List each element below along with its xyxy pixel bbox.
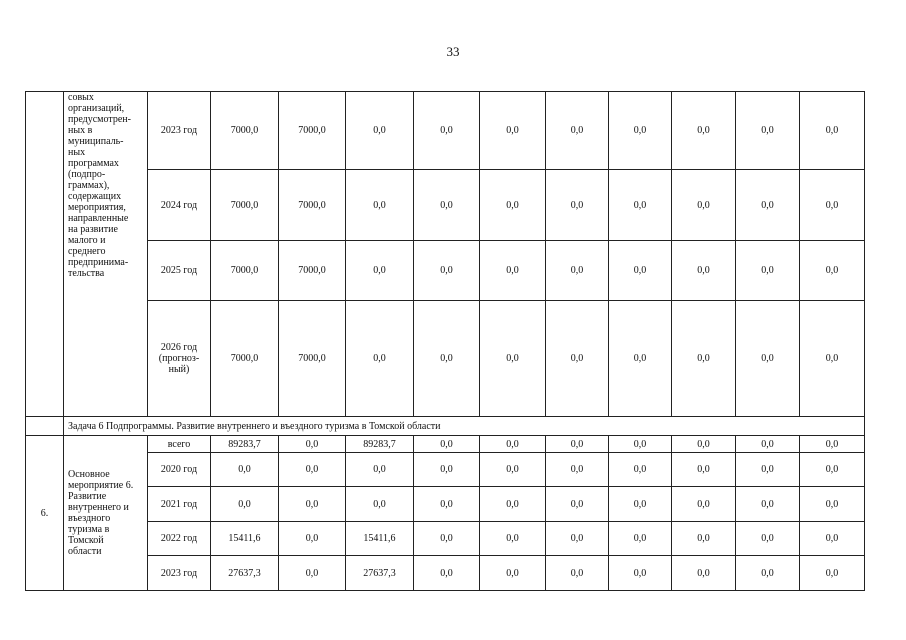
year-label: ный): [168, 364, 190, 375]
value-cell: 0,0: [211, 453, 279, 487]
value-cell: 0,0: [736, 436, 800, 453]
value-cell: 0,0: [480, 522, 546, 556]
measure-name-line: Основное: [68, 469, 110, 480]
value-cell: 0,0: [800, 522, 865, 556]
year-cell: [148, 522, 211, 556]
table-row: [26, 436, 865, 453]
value-cell: 0,0: [414, 241, 480, 301]
measure-name-line: ных: [68, 147, 86, 158]
value-cell: 7000,0: [279, 241, 346, 301]
value-cell: 0,0: [480, 487, 546, 522]
value-cell: 0,0: [546, 301, 609, 417]
year-cell: [148, 453, 211, 487]
value-cell: 0,0: [672, 487, 736, 522]
value-cell: 0,0: [346, 453, 414, 487]
value-cell: 0,0: [346, 301, 414, 417]
value-cell: 0,0: [609, 487, 672, 522]
value-cell: 0,0: [546, 241, 609, 301]
value-cell: 0,0: [800, 436, 865, 453]
value-cell: 7000,0: [211, 241, 279, 301]
value-cell: 0,0: [609, 170, 672, 241]
year-label: 2022 год: [160, 533, 198, 544]
year-cell: [148, 487, 211, 522]
value-cell: 0,0: [279, 453, 346, 487]
value-cell: 0,0: [546, 453, 609, 487]
value-cell: 0,0: [414, 522, 480, 556]
value-cell: 89283,7: [346, 436, 414, 453]
year-label: 2020 год: [160, 464, 198, 475]
value-cell: 0,0: [736, 301, 800, 417]
value-cell: 27637,3: [211, 556, 279, 591]
value-cell: 0,0: [736, 487, 800, 522]
value-cell: 0,0: [546, 556, 609, 591]
value-cell: 0,0: [414, 170, 480, 241]
year-label: 2023 год: [160, 567, 198, 579]
value-cell: 0,0: [414, 487, 480, 522]
value-cell: 7000,0: [279, 92, 346, 170]
value-cell: 0,0: [346, 487, 414, 522]
value-cell: 0,0: [279, 436, 346, 453]
value-cell: 0,0: [546, 170, 609, 241]
value-cell: 0,0: [414, 453, 480, 487]
year-cell: [148, 301, 211, 417]
value-cell: 0,0: [480, 92, 546, 170]
value-cell: 0,0: [414, 301, 480, 417]
value-cell: 15411,6: [346, 522, 414, 556]
value-cell: 0,0: [480, 170, 546, 241]
value-cell: 0,0: [546, 436, 609, 453]
measure-name-line: мероприятие 6.: [68, 480, 134, 491]
value-cell: 0,0: [546, 92, 609, 170]
value-cell: 0,0: [279, 487, 346, 522]
value-cell: 0,0: [609, 241, 672, 301]
value-cell: 89283,7: [211, 436, 279, 453]
measure-name-cell: [64, 92, 148, 417]
measure-number: 6.: [26, 436, 64, 591]
measure-name-line: внутреннего и: [68, 502, 129, 513]
value-cell: 0,0: [672, 522, 736, 556]
value-cell: 0,0: [609, 436, 672, 453]
measure-name-line: ных в: [68, 125, 93, 136]
year-cell: [148, 241, 211, 301]
measure-name-line: содержащих: [68, 191, 122, 202]
value-cell: 0,0: [672, 241, 736, 301]
value-cell: 0,0: [800, 301, 865, 417]
value-cell: 0,0: [480, 453, 546, 487]
value-cell: 0,0: [546, 487, 609, 522]
table-row: [26, 556, 865, 591]
number-cell: [26, 92, 64, 417]
value-cell: 0,0: [480, 241, 546, 301]
value-cell: 0,0: [672, 301, 736, 417]
measure-name-line: Томской: [68, 535, 104, 546]
measure-name-line: предусмотрен-: [68, 114, 131, 125]
value-cell: 0,0: [279, 522, 346, 556]
value-cell: 7000,0: [279, 301, 346, 417]
measure-name-line: среднего: [68, 246, 106, 257]
table-row: [26, 170, 865, 241]
value-cell: 7000,0: [211, 301, 279, 417]
year-label: 2024 год: [160, 199, 198, 211]
measure-name-line: программах: [68, 158, 119, 169]
value-cell: 0,0: [736, 241, 800, 301]
year-label: 2025 год: [160, 265, 198, 276]
measure-name-line: въездного: [68, 513, 111, 524]
value-cell: 15411,6: [211, 522, 279, 556]
year-label: (прогноз-: [158, 353, 200, 364]
measure-name-line: туризма в: [68, 524, 110, 535]
year-label: 2026 год: [160, 342, 198, 353]
measure-name-line: предпринима-: [68, 257, 129, 268]
value-cell: 7000,0: [211, 170, 279, 241]
task-row: [26, 417, 865, 436]
value-cell: 0,0: [609, 301, 672, 417]
value-cell: 0,0: [736, 556, 800, 591]
table-row: [26, 487, 865, 522]
value-cell: 0,0: [800, 241, 865, 301]
value-cell: 0,0: [672, 436, 736, 453]
table-row: [26, 522, 865, 556]
year-cell: [148, 436, 211, 453]
measure-name-line: граммах),: [68, 180, 110, 191]
measure-name-line: Развитие: [68, 491, 107, 502]
value-cell: 0,0: [800, 556, 865, 591]
value-cell: 0,0: [346, 170, 414, 241]
measure-name-line: (подпро-: [68, 169, 106, 180]
budget-table: [25, 91, 865, 591]
value-cell: 0,0: [211, 487, 279, 522]
value-cell: 0,0: [800, 487, 865, 522]
value-cell: 7000,0: [279, 170, 346, 241]
value-cell: 0,0: [609, 92, 672, 170]
year-cell: [148, 556, 211, 591]
value-cell: 0,0: [609, 556, 672, 591]
table-row: [26, 92, 865, 170]
value-cell: 0,0: [480, 301, 546, 417]
year-label: всего: [167, 438, 191, 450]
value-cell: 0,0: [346, 241, 414, 301]
value-cell: 0,0: [736, 522, 800, 556]
table-row: [26, 453, 865, 487]
table-row: [26, 301, 865, 417]
value-cell: 0,0: [414, 92, 480, 170]
value-cell: 0,0: [480, 436, 546, 453]
table-row: [26, 241, 865, 301]
task-title: Задача 6 Подпрограммы. Развитие внутреннего и въездного туризма в Томской области: [64, 417, 865, 436]
value-cell: 0,0: [346, 92, 414, 170]
value-cell: 7000,0: [211, 92, 279, 170]
value-cell: 0,0: [736, 170, 800, 241]
number-cell: [26, 417, 64, 436]
value-cell: 0,0: [736, 453, 800, 487]
value-cell: 0,0: [609, 453, 672, 487]
value-cell: 0,0: [736, 92, 800, 170]
page-number: 33: [446, 44, 460, 59]
value-cell: 0,0: [800, 170, 865, 241]
year-cell: [148, 170, 211, 241]
measure-name-line: муниципаль-: [68, 136, 124, 147]
measure-name-line: мероприятия,: [68, 202, 126, 213]
measure-name-line: области: [68, 546, 102, 557]
value-cell: 0,0: [546, 522, 609, 556]
year-label: 2023 год: [160, 125, 198, 136]
value-cell: 0,0: [609, 522, 672, 556]
value-cell: 27637,3: [346, 556, 414, 591]
value-cell: 0,0: [672, 170, 736, 241]
year-label: 2021 год: [160, 498, 198, 510]
measure-name-cell: [64, 436, 148, 591]
value-cell: 0,0: [414, 436, 480, 453]
value-cell: 0,0: [672, 453, 736, 487]
value-cell: 0,0: [672, 556, 736, 591]
measure-name-line: на развитие: [68, 224, 118, 235]
value-cell: 0,0: [800, 92, 865, 170]
measure-name-line: организаций,: [68, 103, 125, 114]
value-cell: 0,0: [279, 556, 346, 591]
value-cell: 0,0: [480, 556, 546, 591]
measure-name-line: направленные: [68, 213, 129, 224]
measure-name-line: совых: [68, 92, 94, 103]
value-cell: 0,0: [800, 453, 865, 487]
measure-name-line: тельства: [68, 268, 105, 279]
measure-name-line: малого и: [68, 235, 106, 246]
value-cell: 0,0: [672, 92, 736, 170]
year-cell: [148, 92, 211, 170]
value-cell: 0,0: [414, 556, 480, 591]
